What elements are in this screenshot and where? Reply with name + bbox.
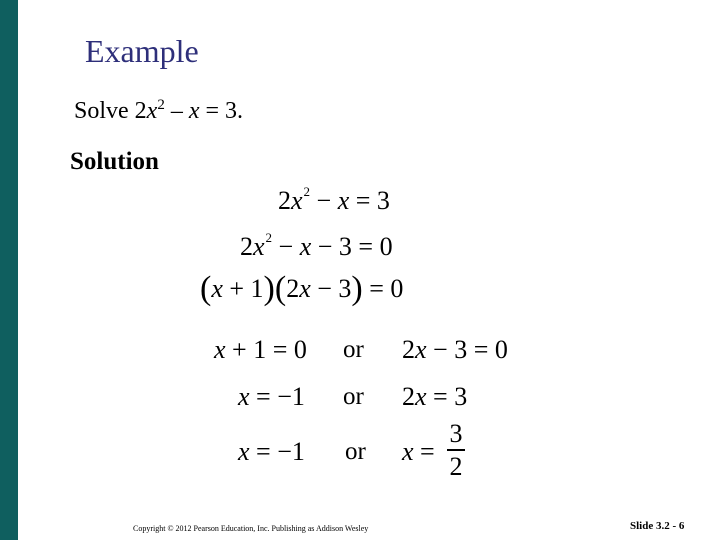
eq2-var2: x (299, 232, 312, 261)
eq1-rhs: = 3 (349, 186, 390, 215)
row2-or: or (343, 383, 364, 410)
row3-right-var: x (402, 437, 414, 466)
row3-left-var: x (238, 437, 250, 466)
eq3-coef: 2 (286, 274, 300, 303)
row2-right-equation (402, 382, 467, 412)
eq3-paren-close-1: ) (263, 270, 275, 307)
row2-left-var: x (238, 382, 250, 411)
row1-right-equation (402, 335, 508, 365)
eq1-op: − (310, 186, 338, 215)
eq3-var2: x (299, 274, 311, 303)
row3-left-equation (238, 437, 305, 467)
row2-right-coef: 2 (402, 382, 415, 411)
eq3-paren-open-2: ( (274, 270, 287, 307)
problem-prefix: Solve 2 (74, 98, 147, 124)
fraction-bar (447, 449, 465, 451)
equation-2 (240, 230, 393, 262)
problem-suffix: = 3. (199, 98, 244, 124)
eq1-coef: 2 (278, 186, 291, 215)
row2-left-rest: = −1 (249, 382, 305, 411)
row3-left-rest: = −1 (249, 437, 305, 466)
solution-label: Solution (70, 148, 159, 175)
row2-right-rest: = 3 (426, 382, 468, 411)
row1-left-var: x (214, 335, 226, 364)
slide-title: Example (85, 33, 199, 69)
problem-var-1: x (146, 98, 158, 124)
eq3-paren-close-2: ) (351, 270, 363, 307)
row1-left-equation (214, 335, 307, 365)
eq1-exp: 2 (303, 184, 311, 199)
eq1-var2: x (337, 186, 350, 215)
problem-middle: – (164, 98, 189, 124)
eq2-rhs: − 3 = 0 (311, 232, 393, 261)
problem-exponent: 2 (157, 97, 165, 113)
eq3-term1: + 1 (222, 274, 264, 303)
fraction-numerator: 3 (449, 419, 463, 448)
row1-left-rest: + 1 = 0 (225, 335, 307, 364)
row3-or: or (345, 438, 366, 465)
problem-var-2: x (188, 98, 200, 124)
eq2-var: x (253, 232, 265, 261)
eq3-rhs: = 0 (362, 274, 404, 303)
eq2-exp: 2 (265, 230, 273, 245)
row3-right-equation (402, 437, 435, 467)
row3-right-rest: = (413, 437, 435, 466)
problem-statement (74, 97, 243, 125)
row1-right-coef: 2 (402, 335, 415, 364)
row2-right-var: x (415, 382, 427, 411)
left-accent-bar (0, 0, 18, 540)
row1-right-rest: − 3 = 0 (426, 335, 508, 364)
row1-right-var: x (415, 335, 427, 364)
row3-fraction (447, 420, 465, 481)
eq2-coef: 2 (240, 232, 253, 261)
equation-3-factored (200, 272, 403, 306)
row2-left-equation (238, 382, 305, 412)
eq1-var: x (291, 186, 303, 215)
eq3-term2: − 3 (310, 274, 352, 303)
row1-or: or (343, 336, 364, 363)
equation-1 (278, 184, 390, 216)
copyright-footer: Copyright © 2012 Pearson Education, Inc. Publishing as Addison Wesley (133, 524, 369, 533)
eq3-var1: x (211, 274, 223, 303)
eq3-paren-open-1: ( (200, 270, 212, 307)
fraction-denominator: 2 (449, 451, 463, 481)
slide-number: Slide 3.2 - 6 (630, 520, 685, 532)
eq2-op: − (272, 232, 300, 261)
